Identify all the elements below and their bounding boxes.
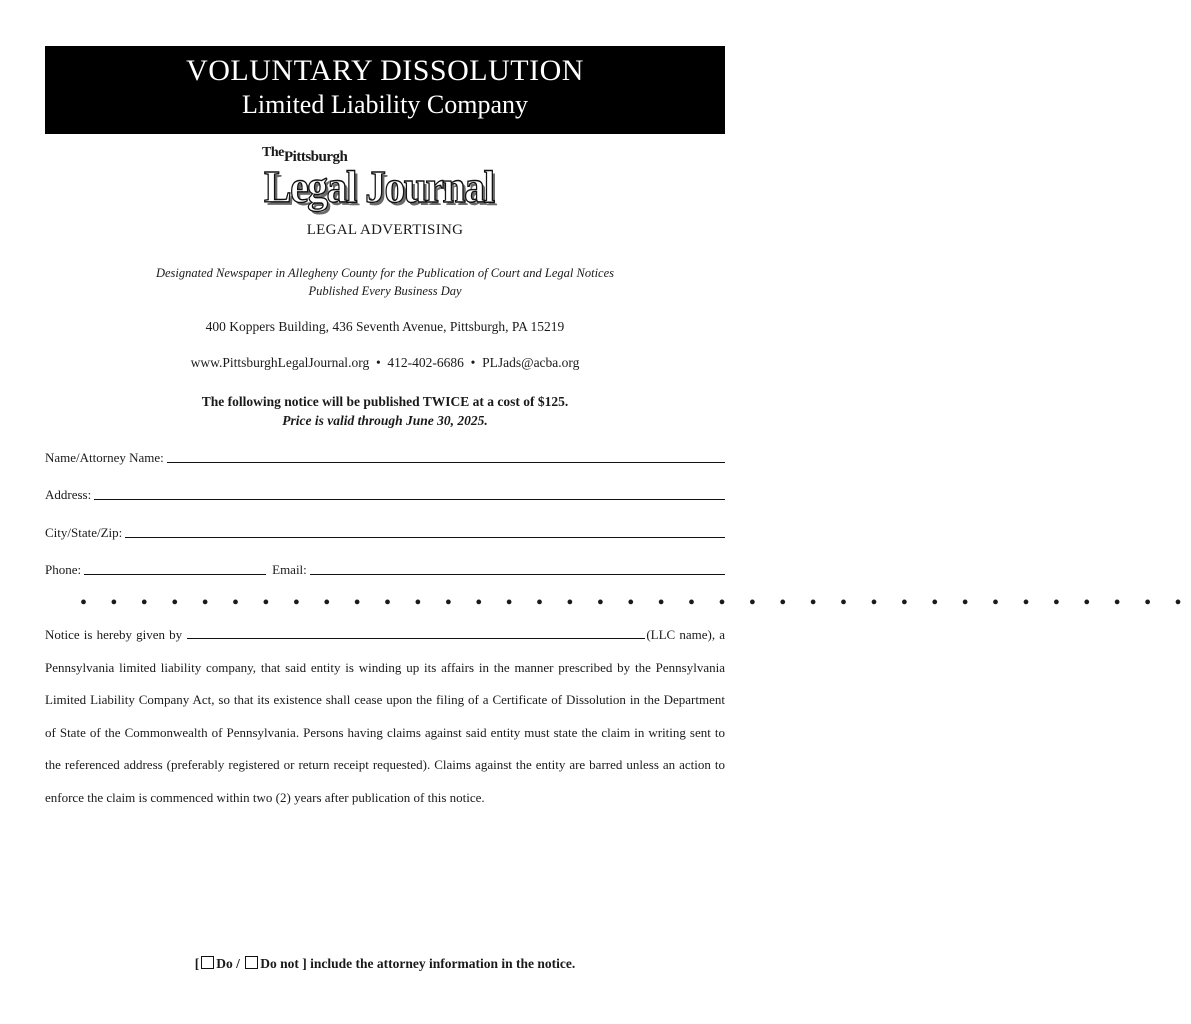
designation-line-1: Designated Newspaper in Allegheny County for the Publication of Court and Legal Notices (155, 266, 615, 280)
llc-name-input-line[interactable] (187, 624, 645, 639)
banner-title: VOLUNTARY DISSOLUTION (186, 54, 584, 87)
do-checkbox[interactable] (201, 956, 214, 969)
logo-legal-journal: Legal Journal (264, 161, 494, 212)
legal-advertising-heading: LEGAL ADVERTISING (306, 222, 464, 238)
banner-subtitle: Limited Liability Company (242, 90, 528, 119)
publisher-address: 400 Koppers Building, 436 Seventh Avenue, Pittsburgh, PA 15219 (205, 319, 565, 334)
logo-pittsburgh: Pittsburgh (284, 149, 348, 165)
dotted-divider: • • • • • • • • • • • • • • • • • • • • • • • • • • • • • • • • • • • • • (80, 592, 1191, 614)
price-valid-text: Price is valid through June 30, 2025. (282, 413, 488, 428)
cost-notice (0, 392, 770, 430)
publisher-contact: www.PittsburghLegalJournal.org • 412-402-6686 • PLJads@acba.org (190, 355, 580, 370)
email-input-line[interactable] (310, 560, 725, 575)
attorney-info-text: include the attorney information in the notice. (310, 956, 576, 971)
designation-block (0, 264, 770, 300)
city-input-line[interactable] (125, 523, 725, 538)
designation-line-2: Published Every Business Day (308, 284, 462, 298)
name-label: Name/Attorney Name: (45, 450, 164, 465)
city-label: City/State/Zip: (45, 525, 123, 540)
notice-body: a Pennsylvania limited liability company, that said entity is winding up its affairs in the manner prescribed by the Pennsylvania Limited Liability Company Act, so that its existence shall cease upon the filing of a Certificate of Dissolution in the Department of State of the Commonwealth of Pennsylvania. Persons having claims against said entity must state the claim in writing sent to the referenced address (preferably registered or return receipt requested). Claims against the entity are barred unless an action to enforce the claim is commenced within two (2) years after publication of this notice. (45, 627, 726, 805)
address-field-row (45, 483, 725, 503)
bracket-open: [ (194, 956, 200, 971)
address-input-line[interactable] (94, 485, 725, 500)
phone-email-row (45, 558, 725, 578)
city-field-row (45, 521, 725, 541)
address-label: Address: (45, 487, 92, 502)
name-input-line[interactable] (167, 448, 725, 463)
legal-journal-logo (260, 145, 520, 215)
cost-notice-text: The following notice will be published TWICE at a cost of $125. (201, 394, 569, 409)
email-label: Email: (272, 562, 307, 577)
notice-paragraph (45, 619, 725, 814)
name-field-row (45, 446, 725, 466)
do-label: Do / (216, 956, 240, 971)
phone-label: Phone: (45, 562, 82, 577)
notice-lead: Notice is hereby given by (45, 627, 183, 642)
logo-the: The (262, 145, 284, 160)
title-banner (45, 46, 725, 134)
phone-input-line[interactable] (84, 560, 266, 575)
attorney-info-choice (0, 956, 770, 972)
llc-name-suffix: (LLC name), (646, 627, 716, 642)
do-not-checkbox[interactable] (245, 956, 258, 969)
do-not-label: Do not ] (260, 956, 307, 971)
